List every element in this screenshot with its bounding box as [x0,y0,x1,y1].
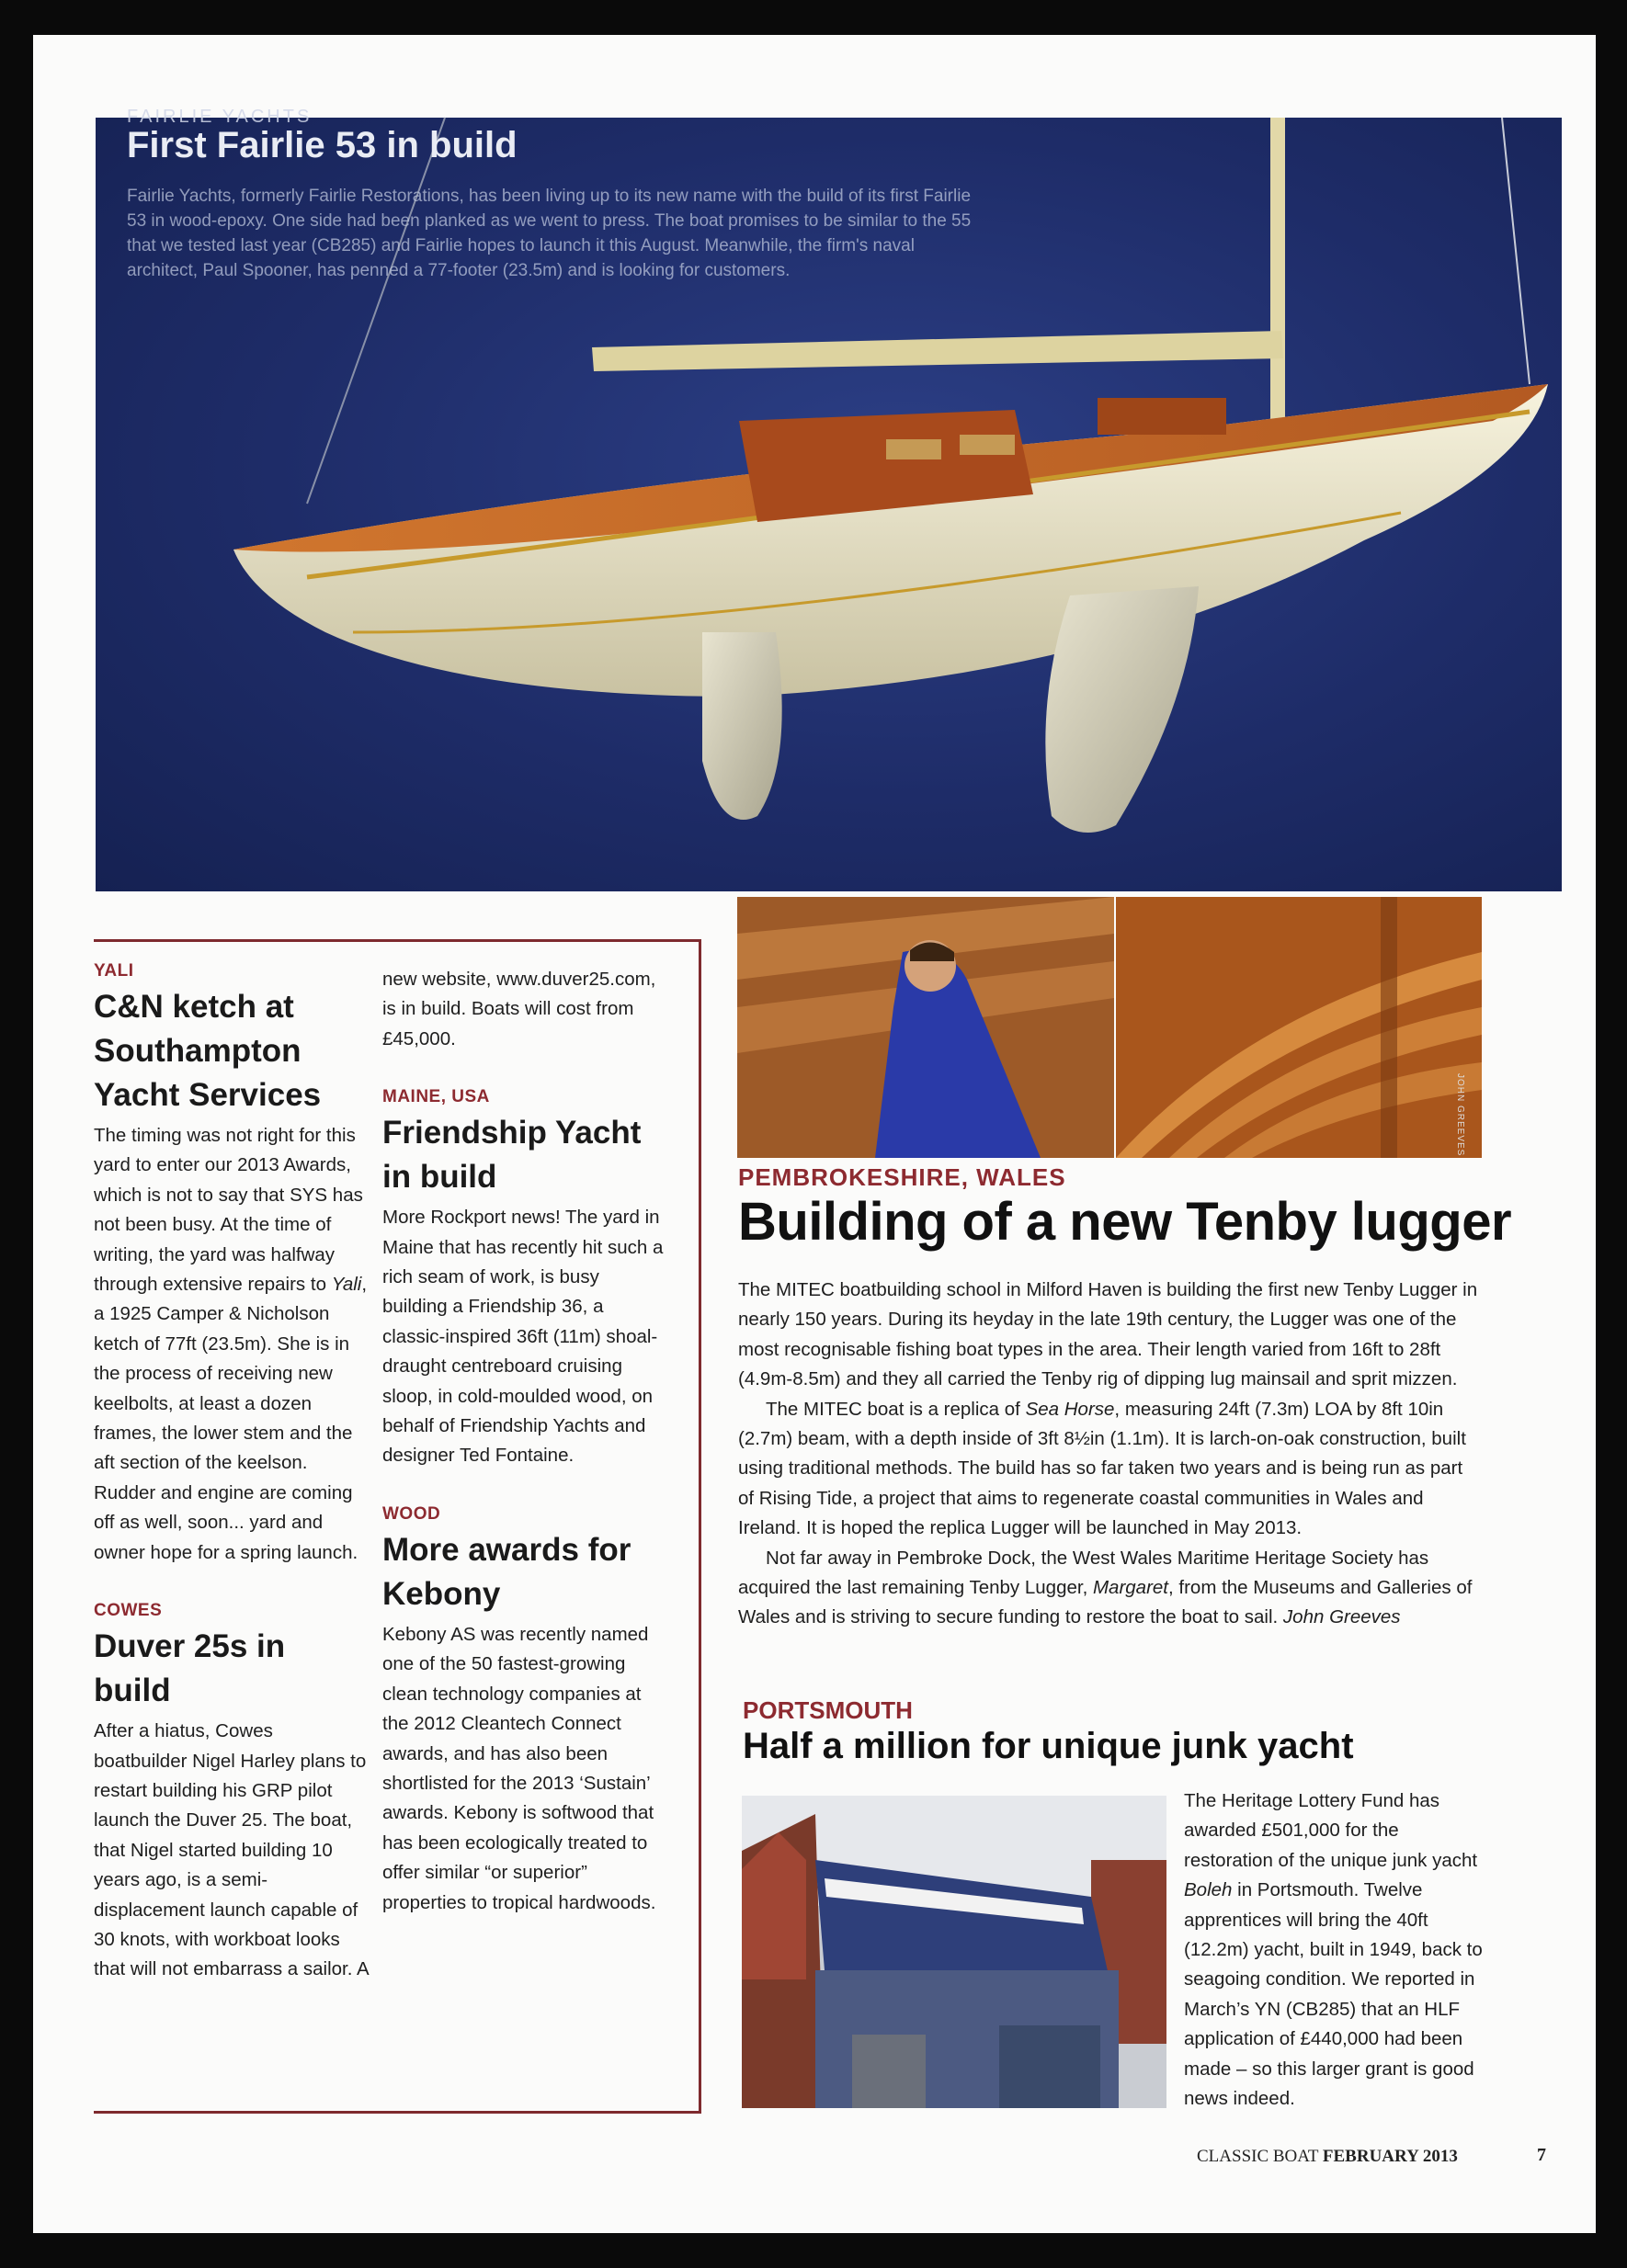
tenby-lugger-photos [737,897,1482,1158]
page-number: 7 [1537,2145,1546,2165]
wood-headline: More awards for Kebony [382,1531,631,1612]
tenby-paragraph-1: The MITEC boatbuilding school in Milford Haven is building the first new Tenby Lugger in nearly 150 years. During its heyday in the late 19th century, the Lugger was one of the most recognisable fishing boat types in the area. Their length varied from 16ft to 28ft (4.9m-8.5m) and they all carried the Tenby rig of dipping lug mainsail and sprit mizzen. [738,1279,1478,1390]
hero-headline: First Fairlie 53 in build [127,125,518,165]
tenby-p3-text-cont: , from the Museums and Galleries of Wales and is striving to secure funding to restore the boat to sail. [738,1577,1473,1628]
tenby-kicker: PEMBROKESHIRE, WALES [738,1163,1066,1191]
yali-body-text: The timing was not right for this yard to enter our 2013 Awards, which is not to say that SYS has not been busy. At the time of writing, the yard was halfway through extensive repairs to [94,1125,363,1296]
portsmouth-body [1184,1786,1483,2114]
cowes-body: After a hiatus, Cowes boatbuilder Nigel Harley plans to restart building his GRP pilot launch the Duver 25. The boat, that Nigel started building 10 years ago, is a semi-displacement launch capable of 30 knots, with workboat looks that will not embarrass a sailor. A [94,1720,370,1980]
tenby-p3-boat-name: Margaret [1092,1577,1168,1599]
tenby-p2-text: The MITEC boat is a replica of [766,1398,1026,1420]
tenby-paragraph-2 [738,1395,1483,1544]
maine-kicker: MAINE, USA [382,1087,490,1107]
issue-date: FEBRUARY 2013 [1322,2147,1458,2166]
tenby-p2-text-cont: , measuring 24ft (7.3m) LOA by 8ft 10in (2.7m) beam, with a depth inside of 3ft 8½in (1.1m). It is larch-on-oak construction, built using traditional methods. The build has so far taken two years and is being run as part of Rising Tide, a project that aims to regenerate coastal communities in Wales and Ireland. It is hoped the replica Lugger will be launched in May 2013. [738,1398,1466,1539]
portsmouth-headline: Half a million for unique junk yacht [743,1726,1354,1766]
portsmouth-body-text-cont: in Portsmouth. Twelve apprentices will bring the 40ft (12.2m) yacht, built in 1949, back to seagoing condition. We reported in March’s YN (CB285) that an HLF application of £440,000 had been made – so this larger grant is good news indeed. [1184,1879,1483,2110]
news-column-left [94,961,370,1985]
yali-boat-name: Yali [331,1274,362,1296]
maine-body: More Rockport news! The yard in Maine that has recently hit such a rich seam of work, is busy building a Friendship 36, a classic-inspired 36ft (11m) shoal-draught centreboard cruising sloop, in cold-moulded wood, on behalf of Friendship Yachts and designer Ted Fontaine. [382,1207,664,1467]
tenby-paragraph-3 [738,1544,1483,1633]
boatbuilding-photo-illustration [737,897,1482,1158]
tenby-headline: Building of a new Tenby lugger [738,1192,1512,1252]
page-footer [1197,2147,1458,2167]
yali-body [94,1121,370,1568]
magazine-name: CLASSIC BOAT [1197,2147,1323,2166]
yali-headline: C&N ketch at Southampton Yacht Services [94,989,322,1113]
junk-yacht-illustration [742,1796,1166,2108]
tenby-p2-boat-name: Sea Horse [1025,1398,1115,1420]
photo-credit: JOHN GREEVES [1455,1073,1465,1157]
cowes-body-continued: new website, www.duver25.com, is in build. Boats will cost from £45,000. [382,969,656,1049]
wood-body: Kebony AS was recently named one of the 50 fastest-growing clean technology companies at the 2012 Cleantech Connect awards, and has also been shortlisted for the 2013 ‘Sustain’ awards. Kebony is softwood that has been ecologically treated to offer similar “or superior” properties to tropical hardwoods. [382,1623,656,1913]
news-column-right [382,965,667,1918]
tenby-p3-text: Not far away in Pembroke Dock, the West Wales Maritime Heritage Society has acquired the last remaining Tenby Lugger, [738,1547,1429,1599]
cowes-kicker: COWES [94,1601,163,1621]
boleh-junk-yacht-photo [742,1796,1166,2108]
hero-kicker: FAIRLIE YACHTS [127,107,313,127]
maine-headline: Friendship Yacht in build [382,1115,642,1196]
magazine-page [33,35,1596,2233]
hero-photo-fairlie-53 [96,107,1562,891]
cowes-headline: Duver 25s in build [94,1628,286,1709]
tenby-byline: John Greeves [1282,1606,1401,1628]
wood-kicker: WOOD [382,1503,441,1524]
portsmouth-kicker: PORTSMOUTH [743,1696,913,1724]
portsmouth-boat-name: Boleh [1184,1879,1233,1901]
portsmouth-body-text: The Heritage Lottery Fund has awarded £501,000 for the restoration of the unique junk yacht [1184,1790,1478,1871]
yali-body-text-cont: , a 1925 Camper & Nicholson ketch of 77ft (23.5m). She is in the process of receiving new keelbolts, at least a dozen frames, the lower stem and the aft section of the keelson. Rudder and engine are coming off as well, soon... yard and owner hope for a spring launch. [94,1274,368,1563]
yali-kicker: YALI [94,961,134,981]
hero-caption: Fairlie Yachts, formerly Fairlie Restorations, has been living up to its new name with the build of its first Fairlie 53 in wood-epoxy. One side had been planked as we went to press. The boat promises to be similar to the 55 that we tested last year (CB285) and Fairlie hopes to launch it this August. Meanwhile, the firm's naval architect, Paul Spooner, has penned a 77-footer (23.5m) and is looking for customers. [127,187,972,280]
tenby-article-body [738,1276,1483,1633]
